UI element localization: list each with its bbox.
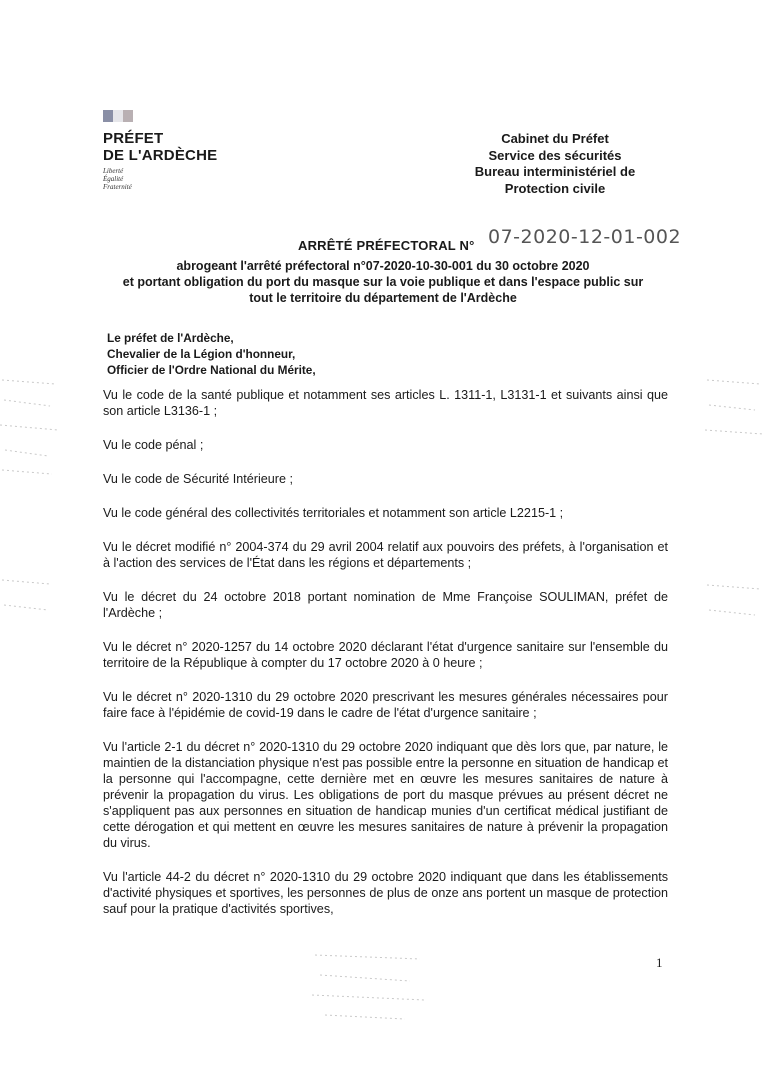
marianne-flag-icon xyxy=(103,110,133,122)
intro-line-3: Officier de l'Ordre National du Mérite, xyxy=(107,363,316,377)
logo-line-1: PRÉFET xyxy=(103,130,164,147)
scan-noise-left-2 xyxy=(0,570,55,620)
cabinet-line-2: Service des sécurités xyxy=(488,147,622,163)
page-number: 1 xyxy=(656,955,663,970)
visas-body xyxy=(103,387,668,917)
visa-paragraph: Vu le décret modifié n° 2004-374 du 29 avril 2004 relatif aux pouvoirs des préfets, à l'organisation et à l'action des services de l'État dans les régions et départements ; xyxy=(103,540,668,570)
prefet-intro xyxy=(107,330,316,378)
arrete-label: ARRÊTÉ PRÉFECTORAL N° xyxy=(298,238,475,253)
scan-noise-right-2 xyxy=(705,575,764,625)
devise-liberte: Liberté xyxy=(103,167,124,175)
scan-noise-left xyxy=(0,370,60,480)
prefecture-logo xyxy=(103,110,217,191)
devise-fraternite: Fraternité xyxy=(103,183,132,191)
visa-paragraph: Vu le code de Sécurité Intérieure ; xyxy=(103,472,293,486)
visa-paragraph: Vu le décret du 24 octobre 2018 portant nomination de Mme Françoise SOULIMAN, préfet de l'Ardèche ; xyxy=(103,590,668,620)
visa-paragraph: Vu le décret n° 2020-1310 du 29 octobre 2020 prescrivant les mesures générales nécessaires pour faire face à l'épidémie de covid-19 dans le cadre de l'état d'urgence sanitaire ; xyxy=(103,690,668,720)
subtitle-line-3: tout le territoire du département de l'Ardèche xyxy=(249,291,517,305)
cabinet-line-1: Cabinet du Préfet xyxy=(501,131,609,146)
scan-noise-bottom xyxy=(310,945,430,1025)
subtitle-line-2: et portant obligation du port du masque sur la voie publique et dans l'espace public sur xyxy=(122,275,644,289)
cabinet-line-4: Protection civile xyxy=(504,180,606,196)
cabinet-line-3: Bureau interministériel de xyxy=(474,164,636,179)
intro-line-1: Le préfet de l'Ardèche, xyxy=(107,331,234,345)
cabinet-header xyxy=(455,131,655,197)
devise-egalite: Égalité xyxy=(103,175,124,183)
subtitle-line-1: abrogeant l'arrêté préfectoral n°07-2020-10-30-001 du 30 octobre 2020 xyxy=(176,259,590,273)
visa-paragraph: Vu l'article 44-2 du décret n° 2020-1310 du 29 octobre 2020 indiquant que dans les établissements d'activité physiques et sportives, les personnes de plus de onze ans portent un masque de protection sauf pour la pratique d'activités sportives, xyxy=(103,870,668,916)
visa-paragraph: Vu le code de la santé publique et notamment ses articles L. 1311-1, L3131-1 et suivants ainsi que son article L3136-1 ; xyxy=(103,388,668,418)
visa-paragraph: Vu le code général des collectivités territoriales et notamment son article L2215-1 ; xyxy=(103,506,564,520)
intro-line-2: Chevalier de la Légion d'honneur, xyxy=(107,347,296,361)
arrete-number-handwritten: 07-2020-12-01-002 xyxy=(488,226,682,248)
arrete-subtitle xyxy=(103,258,663,306)
visa-paragraph: Vu l'article 2-1 du décret n° 2020-1310 du 29 octobre 2020 indiquant que dès lors que, par nature, le maintien de la distanciation physique n'est pas possible entre la personne en situation de handicap et la personne qui l'accompagne, cette dernière met en œuvre les mesures sanitaires de nature à prévenir la propagation du virus. Les obligations de port du masque prévues au présent décret ne s'appliquent pas aux personnes en situation de handicap munies d'un certificat médical justifiant de cette dérogation et qui mettent en œuvre les mesures sanitaires de nature à prévenir la propagation du virus. xyxy=(103,740,668,850)
visa-paragraph: Vu le décret n° 2020-1257 du 14 octobre 2020 déclarant l'état d'urgence sanitaire sur l'ensemble du territoire de la République à compter du 17 octobre 2020 à 0 heure ; xyxy=(103,640,668,670)
devise xyxy=(103,167,217,191)
scan-noise-right xyxy=(705,370,764,440)
visa-paragraph: Vu le code pénal ; xyxy=(103,438,204,452)
logo-line-2: DE L'ARDÈCHE xyxy=(103,147,218,164)
